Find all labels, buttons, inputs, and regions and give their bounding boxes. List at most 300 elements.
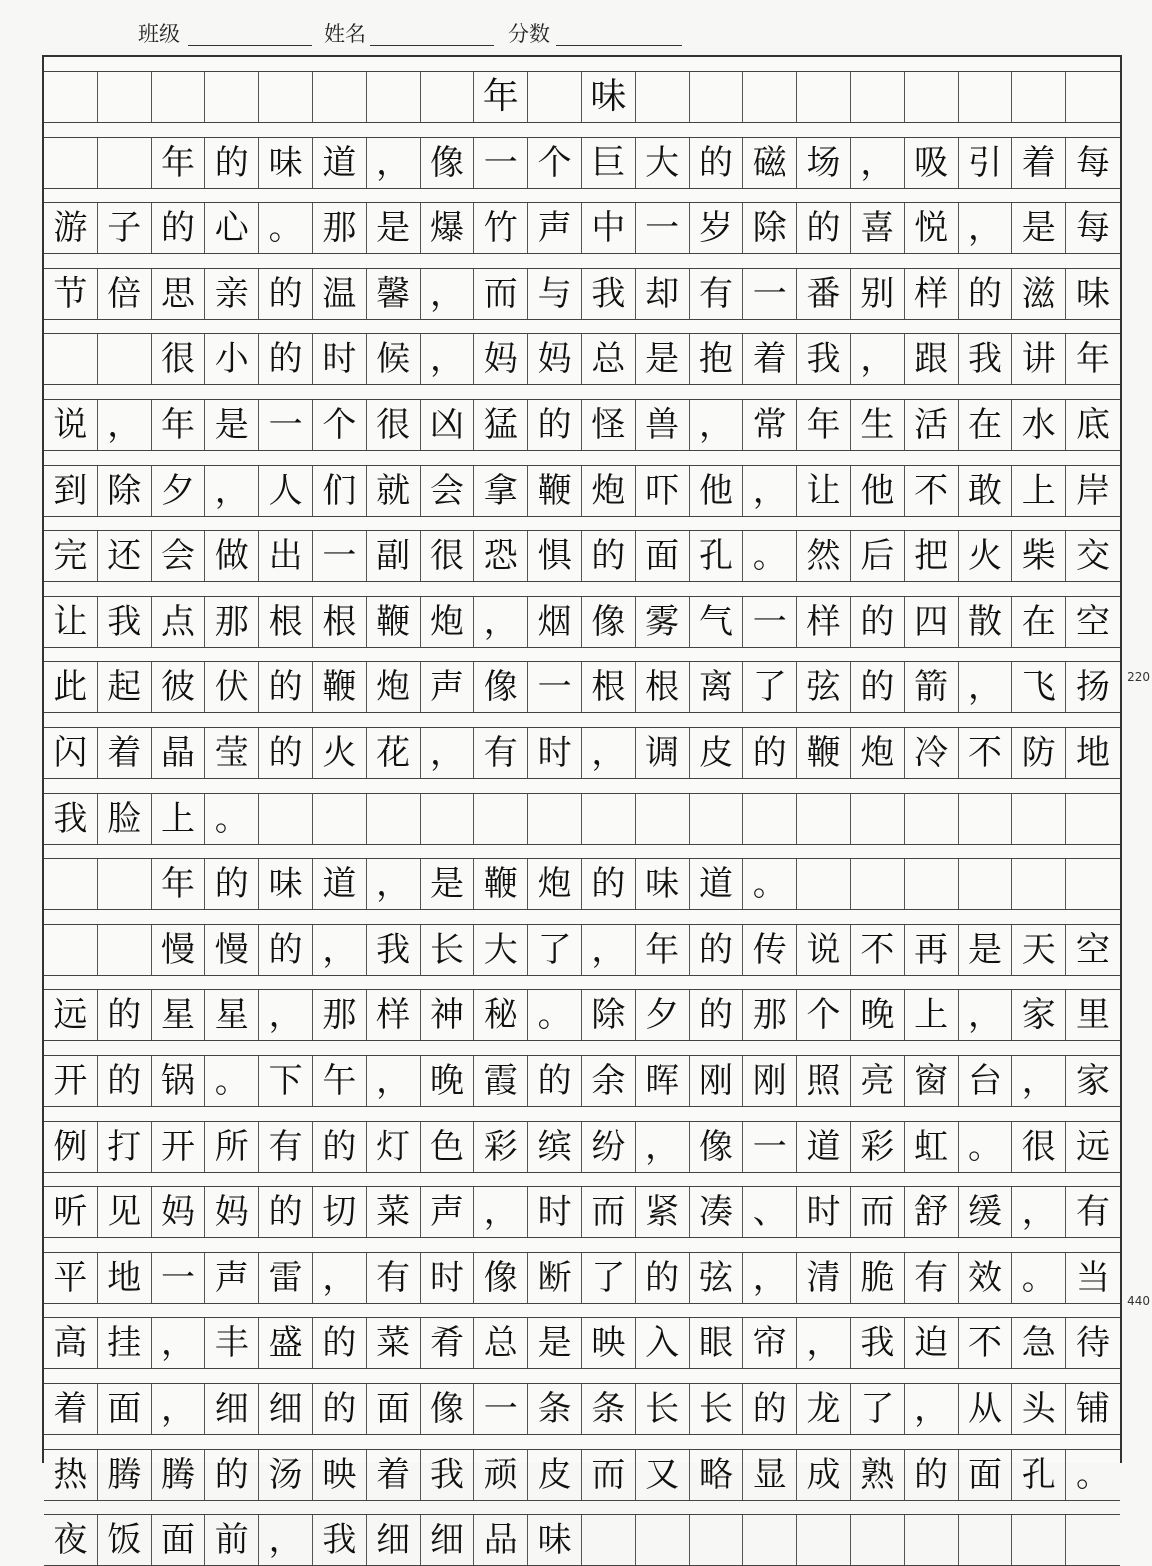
grid-cell: 上 bbox=[152, 794, 206, 844]
grid-cell: 后 bbox=[851, 531, 905, 581]
grid-cell: 闪 bbox=[44, 728, 98, 778]
grid-cell: 是 bbox=[1012, 203, 1066, 253]
grid-cell: 个 bbox=[313, 400, 367, 450]
grid-cell: 热 bbox=[44, 1450, 98, 1500]
grid-cell: 鞭 bbox=[367, 597, 421, 647]
grid-cell: 略 bbox=[690, 1450, 744, 1500]
grid-cell: 引 bbox=[959, 138, 1013, 188]
grid-cell bbox=[851, 794, 905, 844]
grid-cell: 成 bbox=[797, 1450, 851, 1500]
grid-row bbox=[44, 530, 1120, 582]
grid-cell: 夜 bbox=[44, 1515, 98, 1565]
grid-cell: 晚 bbox=[421, 1056, 475, 1106]
grid-cell: 很 bbox=[1012, 1122, 1066, 1172]
grid-cell: 里 bbox=[1076, 995, 1111, 1036]
grid-cell: 兽 bbox=[636, 400, 690, 450]
grid-cell: 照 bbox=[797, 1056, 851, 1106]
grid-cell: 交 bbox=[1076, 536, 1111, 577]
grid-cell bbox=[690, 794, 744, 844]
grid-cell: 火 bbox=[959, 531, 1013, 581]
grid-row bbox=[44, 399, 1120, 451]
grid-cell: 会 bbox=[421, 466, 475, 516]
grid-cell: 铺 bbox=[1076, 1389, 1111, 1429]
grid-row bbox=[44, 1449, 1120, 1501]
grid-cell: 。 bbox=[743, 531, 797, 581]
grid-cell: 的 bbox=[205, 859, 259, 909]
grid-cell: 面 bbox=[152, 1515, 206, 1565]
grid-cell: 前 bbox=[205, 1515, 259, 1565]
grid-cell: 根 bbox=[636, 662, 690, 712]
grid-cell: 亲 bbox=[205, 269, 259, 319]
grid-cell: 映 bbox=[582, 1318, 636, 1368]
grid-cell: ， bbox=[905, 1384, 959, 1434]
grid-cell: 不 bbox=[959, 728, 1013, 778]
grid-cell: 龙 bbox=[797, 1384, 851, 1434]
grid-cell: 平 bbox=[44, 1253, 98, 1303]
grid-cell: 一 bbox=[259, 400, 313, 450]
grid-cell: ， bbox=[959, 990, 1013, 1040]
grid-cell: 午 bbox=[313, 1056, 367, 1106]
grid-cell: 着 bbox=[743, 334, 797, 384]
grid-cell: ， bbox=[474, 597, 528, 647]
grid-cell bbox=[905, 72, 959, 122]
grid-cell: 很 bbox=[152, 334, 206, 384]
grid-cell bbox=[98, 859, 152, 909]
grid-cell: 虹 bbox=[905, 1122, 959, 1172]
grid-cell: 长 bbox=[421, 925, 475, 975]
grid-cell: 细 bbox=[421, 1515, 475, 1565]
grid-cell: 把 bbox=[905, 531, 959, 581]
grid-cell: 神 bbox=[421, 990, 475, 1040]
grid-cell: 还 bbox=[98, 531, 152, 581]
grid-cell: 炮 bbox=[421, 597, 475, 647]
grid-cell: 一 bbox=[743, 597, 797, 647]
grid-cell: 帘 bbox=[743, 1318, 797, 1368]
grid-cell: 场 bbox=[797, 138, 851, 188]
grid-cell bbox=[1012, 1515, 1066, 1565]
grid-cell: 让 bbox=[797, 466, 851, 516]
grid-cell: 不 bbox=[959, 1318, 1013, 1368]
grid-cell: 清 bbox=[797, 1253, 851, 1303]
grid-cell: 时 bbox=[313, 334, 367, 384]
grid-cell: 顽 bbox=[474, 1450, 528, 1500]
grid-cell: 有 bbox=[690, 269, 744, 319]
grid-cell: 每 bbox=[1076, 208, 1111, 249]
grid-cell: 年 bbox=[1076, 339, 1111, 380]
grid-cell: 的 bbox=[690, 138, 744, 188]
grid-cell: 是 bbox=[205, 400, 259, 450]
grid-cell: 花 bbox=[367, 728, 421, 778]
grid-cell: 会 bbox=[152, 531, 206, 581]
grid-cell: ， bbox=[582, 925, 636, 975]
grid-cell: 的 bbox=[528, 1056, 582, 1106]
grid-row bbox=[44, 1121, 1120, 1173]
grid-cell: 完 bbox=[44, 531, 98, 581]
grid-cell: 慢 bbox=[152, 925, 206, 975]
grid-cell: 刚 bbox=[743, 1056, 797, 1106]
grid-cell: ， bbox=[851, 334, 905, 384]
grid-cell: 样 bbox=[367, 990, 421, 1040]
grid-cell: 个 bbox=[797, 990, 851, 1040]
grid-row bbox=[44, 989, 1120, 1041]
grid-cell: 我 bbox=[582, 269, 636, 319]
grid-cell: 炮 bbox=[528, 859, 582, 909]
grid-cell: 馨 bbox=[367, 269, 421, 319]
grid-cell bbox=[851, 72, 905, 122]
grid-cell: ， bbox=[259, 990, 313, 1040]
grid-cell: 的 bbox=[743, 728, 797, 778]
grid-row bbox=[44, 1252, 1120, 1304]
grid-cell: 飞 bbox=[1012, 662, 1066, 712]
grid-row bbox=[44, 137, 1120, 189]
grid-cell: 的 bbox=[851, 597, 905, 647]
grid-cell bbox=[1012, 72, 1066, 122]
grid-cell: 有 bbox=[1076, 1192, 1111, 1233]
grid-cell: 。 bbox=[1012, 1253, 1066, 1303]
grid-cell bbox=[44, 334, 98, 384]
grid-cell: 的 bbox=[528, 400, 582, 450]
grid-row bbox=[44, 596, 1120, 648]
grid-cell: 怪 bbox=[582, 400, 636, 450]
grid-cell: 家 bbox=[1012, 990, 1066, 1040]
grid-cell bbox=[582, 1515, 636, 1565]
grid-cell: 味 bbox=[259, 859, 313, 909]
grid-cell: 纷 bbox=[582, 1122, 636, 1172]
grid-cell: 。 bbox=[743, 859, 797, 909]
grid-cell: 彼 bbox=[152, 662, 206, 712]
grid-cell: 待 bbox=[1076, 1323, 1111, 1364]
grid-cell bbox=[743, 1515, 797, 1565]
grid-cell: 中 bbox=[582, 203, 636, 253]
grid-cell: 的 bbox=[259, 662, 313, 712]
grid-cell: ， bbox=[959, 203, 1013, 253]
grid-cell: 那 bbox=[313, 990, 367, 1040]
grid-cell: 四 bbox=[905, 597, 959, 647]
grid-cell: 个 bbox=[528, 138, 582, 188]
grid-cell bbox=[421, 72, 475, 122]
grid-cell: 当 bbox=[1076, 1257, 1111, 1298]
grid-cell bbox=[636, 72, 690, 122]
grid-cell: 舒 bbox=[905, 1187, 959, 1237]
grid-row bbox=[44, 1186, 1120, 1238]
grid-cell: 根 bbox=[313, 597, 367, 647]
grid-cell bbox=[528, 72, 582, 122]
grid-cell: 总 bbox=[474, 1318, 528, 1368]
grid-cell: 星 bbox=[152, 990, 206, 1040]
grid-cell bbox=[44, 138, 98, 188]
grid-cell: 在 bbox=[1012, 597, 1066, 647]
grid-cell: 的 bbox=[905, 1450, 959, 1500]
grid-cell: 。 bbox=[259, 203, 313, 253]
grid-cell: 的 bbox=[313, 1122, 367, 1172]
grid-cell: 的 bbox=[959, 269, 1013, 319]
grid-cell: 面 bbox=[959, 1450, 1013, 1500]
grid-cell: 脆 bbox=[851, 1253, 905, 1303]
grid-cell: 根 bbox=[259, 597, 313, 647]
grid-cell: 做 bbox=[205, 531, 259, 581]
grid-cell bbox=[98, 334, 152, 384]
grid-cell: 他 bbox=[690, 466, 744, 516]
grid-cell: 的 bbox=[582, 531, 636, 581]
grid-cell: 而 bbox=[474, 269, 528, 319]
grid-cell bbox=[959, 859, 1013, 909]
grid-cell: 了 bbox=[582, 1253, 636, 1303]
grid-cell: 迫 bbox=[905, 1318, 959, 1368]
grid-cell: 彩 bbox=[851, 1122, 905, 1172]
grid-cell: 的 bbox=[636, 1253, 690, 1303]
grid-cell: 很 bbox=[421, 531, 475, 581]
grid-cell: 我 bbox=[797, 334, 851, 384]
grid-cell: 在 bbox=[959, 400, 1013, 450]
grid-cell: 就 bbox=[367, 466, 421, 516]
grid-cell: 的 bbox=[797, 203, 851, 253]
grid-cell: 不 bbox=[851, 925, 905, 975]
grid-cell: 妈 bbox=[152, 1187, 206, 1237]
grid-cell: 汤 bbox=[259, 1450, 313, 1500]
word-count-marker: 220 bbox=[1127, 670, 1150, 684]
grid-cell: 吸 bbox=[905, 138, 959, 188]
grid-cell: 弦 bbox=[797, 662, 851, 712]
grid-cell: 色 bbox=[421, 1122, 475, 1172]
grid-cell: 我 bbox=[98, 597, 152, 647]
grid-cell bbox=[98, 72, 152, 122]
composition-grid-paper bbox=[42, 55, 1122, 1561]
grid-cell: 、 bbox=[743, 1187, 797, 1237]
grid-cell: 副 bbox=[367, 531, 421, 581]
grid-row bbox=[44, 268, 1120, 320]
grid-cell: 总 bbox=[582, 334, 636, 384]
grid-cell: 生 bbox=[851, 400, 905, 450]
grid-cell: 远 bbox=[44, 990, 98, 1040]
grid-cell: 下 bbox=[259, 1056, 313, 1106]
grid-cell: 。 bbox=[205, 1056, 259, 1106]
grid-cell bbox=[313, 72, 367, 122]
grid-cell: 凶 bbox=[421, 400, 475, 450]
grid-cell: 像 bbox=[582, 597, 636, 647]
grid-cell: 的 bbox=[690, 925, 744, 975]
grid-cell: 的 bbox=[205, 138, 259, 188]
grid-cell: 而 bbox=[851, 1187, 905, 1237]
grid-cell: 断 bbox=[528, 1253, 582, 1303]
grid-cell: 声 bbox=[205, 1253, 259, 1303]
grid-cell: 鞭 bbox=[313, 662, 367, 712]
grid-cell: 味 bbox=[1076, 273, 1111, 314]
grid-cell: 是 bbox=[367, 203, 421, 253]
grid-cell: 我 bbox=[959, 334, 1013, 384]
grid-row bbox=[44, 1514, 1120, 1566]
grid-cell: 巨 bbox=[582, 138, 636, 188]
grid-cell: 有 bbox=[367, 1253, 421, 1303]
grid-cell: 很 bbox=[367, 400, 421, 450]
score-blank bbox=[556, 45, 682, 46]
grid-cell bbox=[367, 794, 421, 844]
grid-cell: 鞭 bbox=[474, 859, 528, 909]
grid-cell: 的 bbox=[313, 1318, 367, 1368]
grid-cell bbox=[797, 72, 851, 122]
grid-cell: 每 bbox=[1076, 142, 1111, 183]
grid-cell bbox=[1066, 1515, 1120, 1565]
class-blank bbox=[188, 45, 312, 46]
grid-cell: 像 bbox=[690, 1122, 744, 1172]
grid-cell: 脸 bbox=[98, 794, 152, 844]
grid-cell bbox=[98, 138, 152, 188]
grid-cell: 肴 bbox=[421, 1318, 475, 1368]
grid-cell: ， bbox=[1012, 1056, 1066, 1106]
grid-cell: 鞭 bbox=[797, 728, 851, 778]
grid-cell: 的 bbox=[851, 662, 905, 712]
grid-cell bbox=[259, 794, 313, 844]
grid-cell: 一 bbox=[743, 1122, 797, 1172]
grid-cell: 空 bbox=[1076, 929, 1111, 970]
grid-cell: 的 bbox=[152, 203, 206, 253]
grid-cell: 伏 bbox=[205, 662, 259, 712]
grid-cell: 长 bbox=[690, 1384, 744, 1434]
grid-cell: 了 bbox=[743, 662, 797, 712]
grid-cell bbox=[1066, 859, 1120, 909]
grid-cell: 与 bbox=[528, 269, 582, 319]
grid-cell bbox=[205, 72, 259, 122]
grid-cell bbox=[797, 1515, 851, 1565]
grid-cell: 效 bbox=[959, 1253, 1013, 1303]
grid-cell: 散 bbox=[959, 597, 1013, 647]
grid-cell: 菜 bbox=[367, 1318, 421, 1368]
grid-cell: 到 bbox=[44, 466, 98, 516]
grid-cell: 悦 bbox=[905, 203, 959, 253]
grid-cell bbox=[959, 72, 1013, 122]
grid-cell: 像 bbox=[421, 1384, 475, 1434]
grid-cell: 像 bbox=[474, 1253, 528, 1303]
grid-cell: 丰 bbox=[205, 1318, 259, 1368]
grid-cell: 样 bbox=[797, 597, 851, 647]
grid-cell: 细 bbox=[259, 1384, 313, 1434]
grid-cell: 人 bbox=[259, 466, 313, 516]
grid-cell: 空 bbox=[1076, 601, 1111, 642]
grid-cell: 从 bbox=[959, 1384, 1013, 1434]
grid-cell: 条 bbox=[528, 1384, 582, 1434]
grid-cell: 又 bbox=[636, 1450, 690, 1500]
grid-cell: 一 bbox=[313, 531, 367, 581]
grid-cell: 年 bbox=[152, 400, 206, 450]
grid-cell: 大 bbox=[474, 925, 528, 975]
grid-cell: 霞 bbox=[474, 1056, 528, 1106]
grid-cell: 腾 bbox=[98, 1450, 152, 1500]
grid-cell: 上 bbox=[1012, 466, 1066, 516]
grid-cell: 是 bbox=[528, 1318, 582, 1368]
grid-cell: 腾 bbox=[152, 1450, 206, 1500]
grid-cell bbox=[743, 72, 797, 122]
grid-cell: 然 bbox=[797, 531, 851, 581]
grid-cell: 子 bbox=[98, 203, 152, 253]
grid-cell: 妈 bbox=[205, 1187, 259, 1237]
grid-row bbox=[44, 858, 1120, 910]
grid-cell bbox=[743, 794, 797, 844]
grid-cell: 年 bbox=[474, 72, 528, 122]
grid-cell: 所 bbox=[205, 1122, 259, 1172]
grid-cell: ， bbox=[313, 1253, 367, 1303]
grid-cell: ， bbox=[582, 728, 636, 778]
grid-cell: 缓 bbox=[959, 1187, 1013, 1237]
grid-cell: 思 bbox=[152, 269, 206, 319]
grid-cell: 滋 bbox=[1012, 269, 1066, 319]
grid-cell: 像 bbox=[421, 138, 475, 188]
grid-cell bbox=[367, 72, 421, 122]
grid-cell: 的 bbox=[743, 1384, 797, 1434]
grid-cell bbox=[98, 925, 152, 975]
grid-cell: 此 bbox=[44, 662, 98, 712]
grid-cell: 的 bbox=[259, 269, 313, 319]
grid-cell: ， bbox=[636, 1122, 690, 1172]
grid-cell bbox=[421, 794, 475, 844]
grid-cell: 岁 bbox=[690, 203, 744, 253]
grid-cell: 番 bbox=[797, 269, 851, 319]
title-row bbox=[44, 71, 1120, 123]
grid-cell: 彩 bbox=[474, 1122, 528, 1172]
grid-cell: ， bbox=[797, 1318, 851, 1368]
grid-cell: 孔 bbox=[690, 531, 744, 581]
grid-cell: 除 bbox=[743, 203, 797, 253]
grid-cell: 跟 bbox=[905, 334, 959, 384]
grid-cell: 那 bbox=[313, 203, 367, 253]
grid-cell bbox=[1012, 794, 1066, 844]
grid-cell: 时 bbox=[528, 728, 582, 778]
grid-cell: 游 bbox=[44, 203, 98, 253]
grid-cell: 晖 bbox=[636, 1056, 690, 1106]
grid-cell: 切 bbox=[313, 1187, 367, 1237]
grid-cell: ， bbox=[259, 1515, 313, 1565]
grid-cell: 亮 bbox=[851, 1056, 905, 1106]
grid-cell: 地 bbox=[98, 1253, 152, 1303]
grid-cell: ， bbox=[205, 466, 259, 516]
grid-cell: 灯 bbox=[367, 1122, 421, 1172]
grid-cell: 着 bbox=[98, 728, 152, 778]
grid-cell: 声 bbox=[528, 203, 582, 253]
grid-cell: 爆 bbox=[421, 203, 475, 253]
grid-cell: 气 bbox=[690, 597, 744, 647]
grid-cell: 打 bbox=[98, 1122, 152, 1172]
grid-cell: ， bbox=[152, 1384, 206, 1434]
grid-cell bbox=[259, 72, 313, 122]
grid-cell: 味 bbox=[259, 138, 313, 188]
grid-cell bbox=[851, 859, 905, 909]
grid-cell: 火 bbox=[313, 728, 367, 778]
grid-cell: 扬 bbox=[1076, 667, 1111, 708]
grid-cell: 一 bbox=[152, 1253, 206, 1303]
grid-cell: 我 bbox=[851, 1318, 905, 1368]
grid-cell: 炮 bbox=[851, 728, 905, 778]
grid-cell: 味 bbox=[582, 72, 636, 122]
grid-cell: 年 bbox=[152, 859, 206, 909]
grid-cell: 品 bbox=[474, 1515, 528, 1565]
grid-cell: 抱 bbox=[690, 334, 744, 384]
grid-cell: 的 bbox=[690, 990, 744, 1040]
grid-cell: ， bbox=[367, 859, 421, 909]
grid-cell: 的 bbox=[259, 728, 313, 778]
grid-row bbox=[44, 1055, 1120, 1107]
grid-cell bbox=[690, 1515, 744, 1565]
grid-cell: 点 bbox=[152, 597, 206, 647]
grid-cell: 熟 bbox=[851, 1450, 905, 1500]
grid-cell: 细 bbox=[367, 1515, 421, 1565]
grid-cell: 饭 bbox=[98, 1515, 152, 1565]
grid-cell: 秘 bbox=[474, 990, 528, 1040]
grid-cell: 余 bbox=[582, 1056, 636, 1106]
grid-cell: 头 bbox=[1012, 1384, 1066, 1434]
grid-cell: 味 bbox=[528, 1515, 582, 1565]
grid-cell bbox=[1066, 794, 1120, 844]
grid-cell: 见 bbox=[98, 1187, 152, 1237]
grid-cell: 听 bbox=[44, 1187, 98, 1237]
grid-cell: 夕 bbox=[636, 990, 690, 1040]
